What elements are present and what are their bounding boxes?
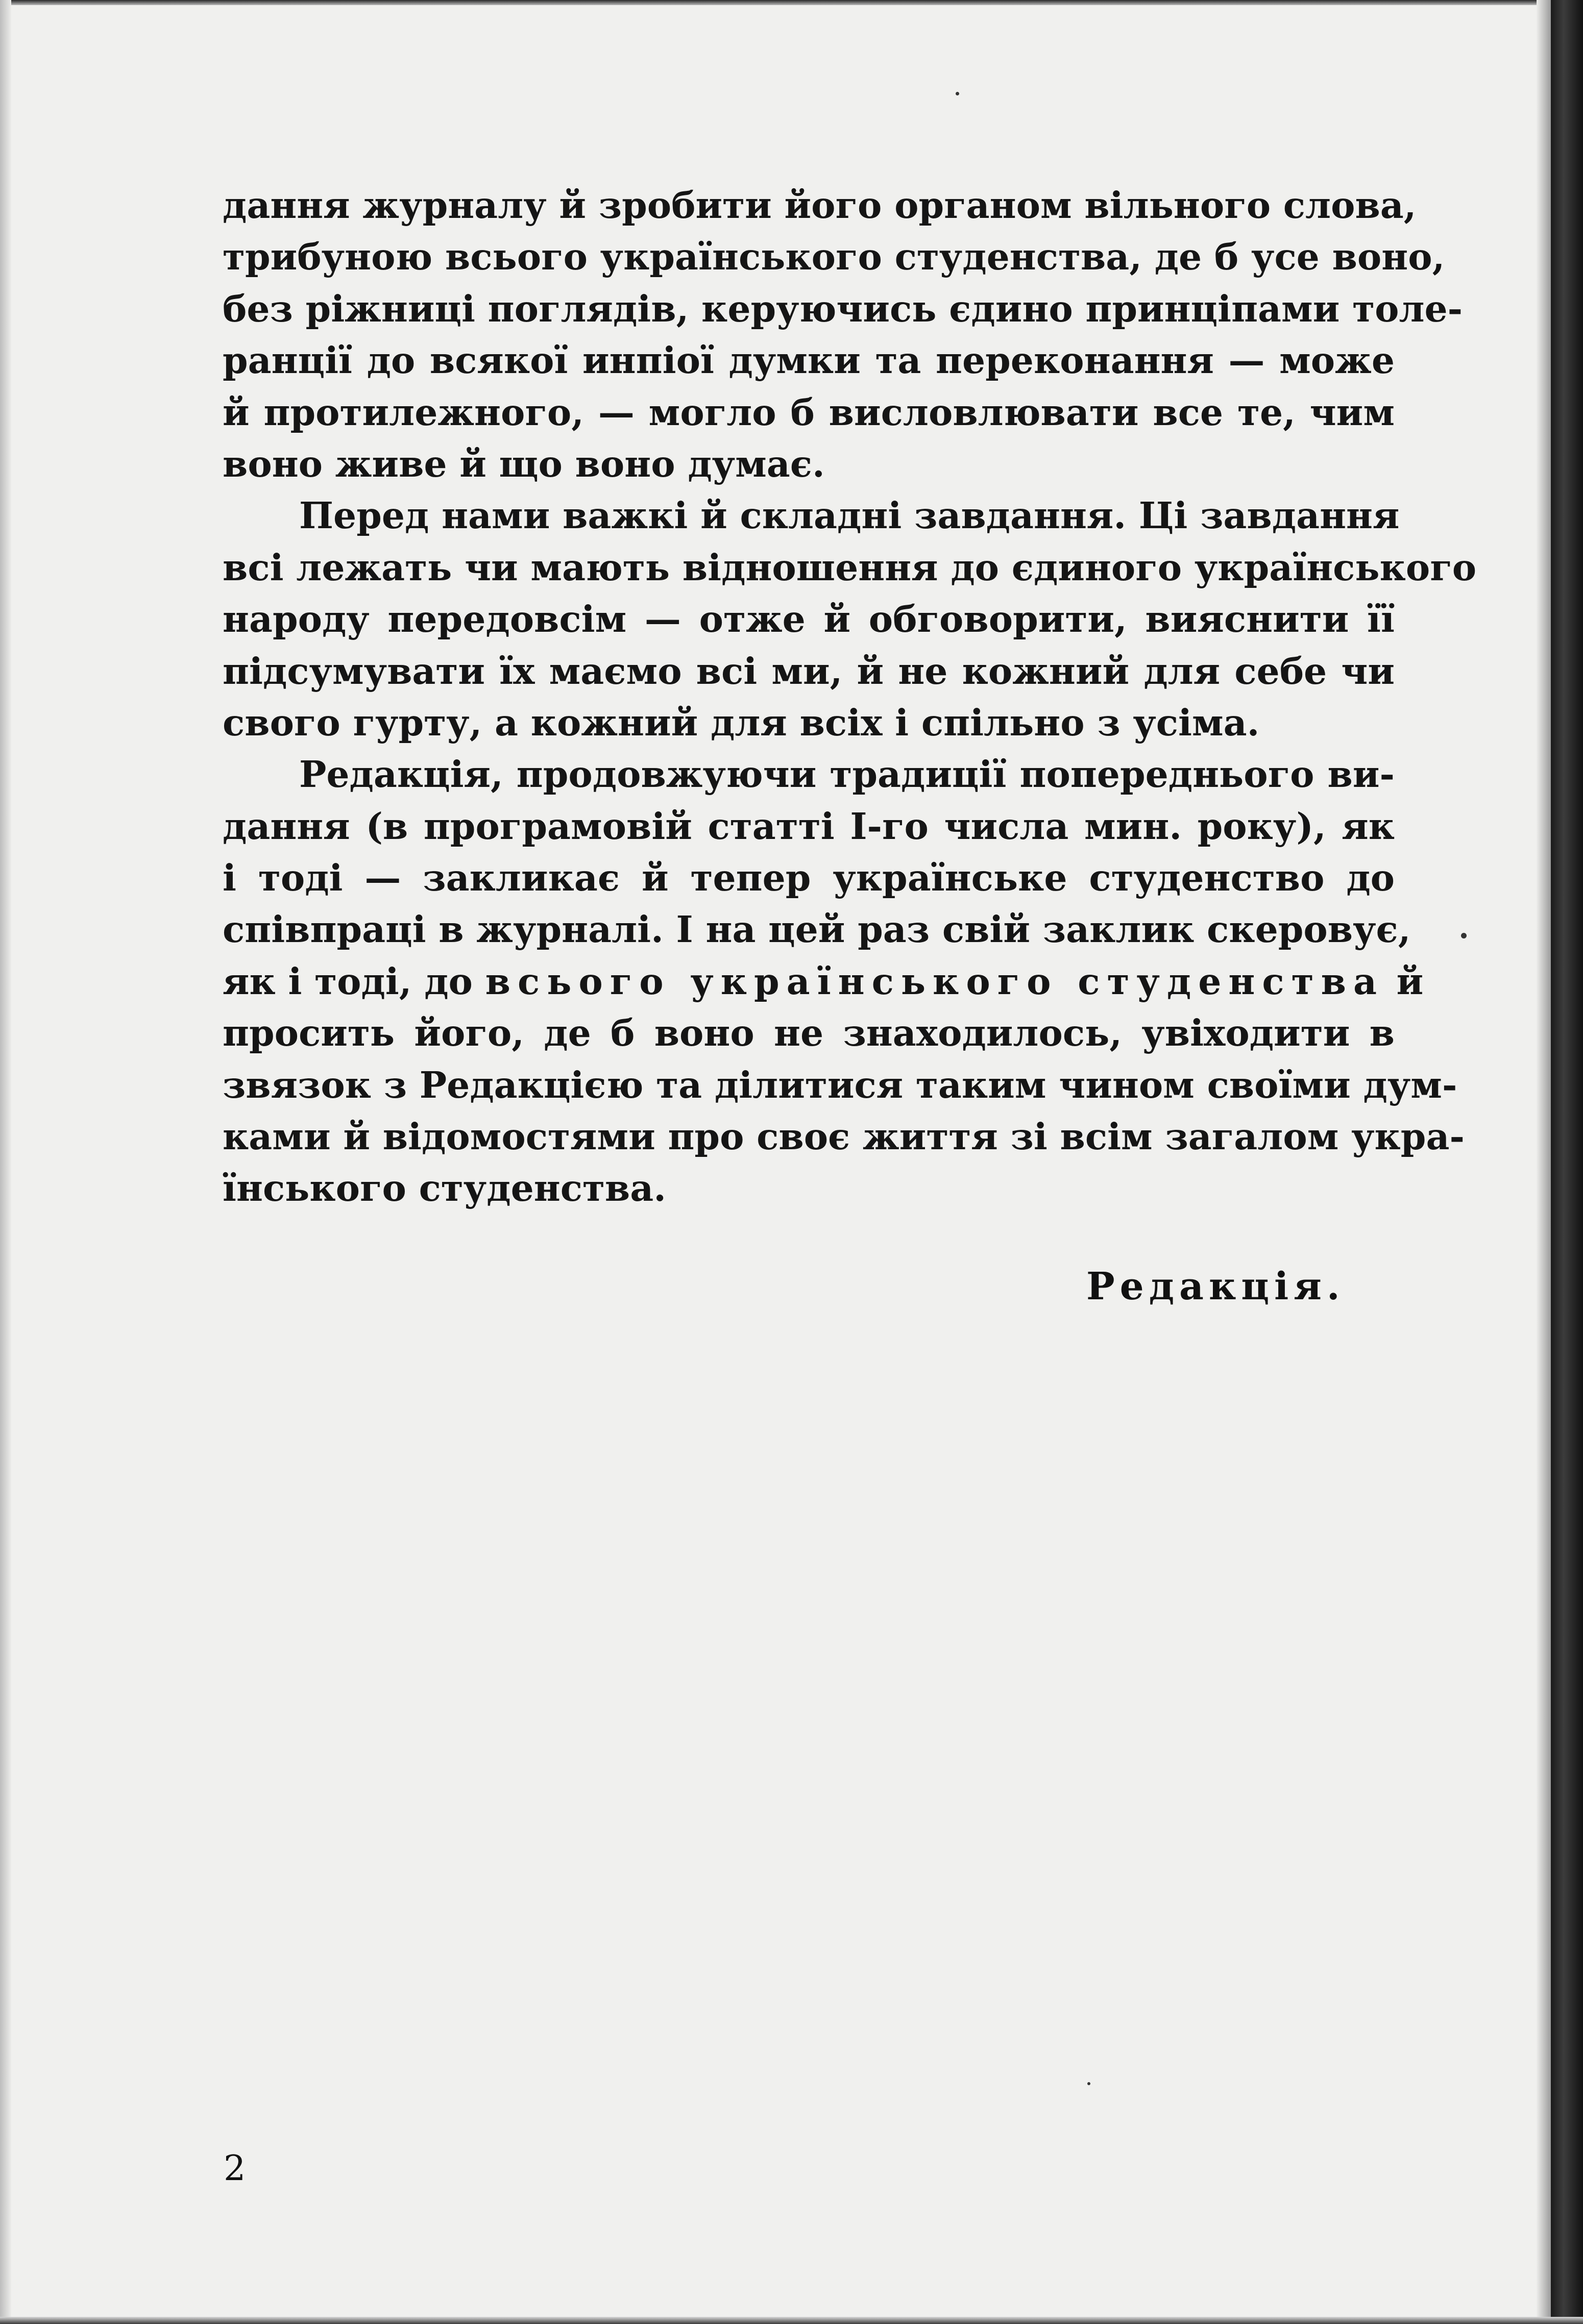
text-line: Редакція, продовжуючи традиції попереднього ви- <box>299 753 1395 796</box>
body-text <box>223 180 1477 1215</box>
paragraph-2 <box>223 490 1477 749</box>
text-line: просить його, де б воно не знаходилось, увіходити в <box>223 1011 1395 1055</box>
paragraph-3 <box>223 749 1465 1215</box>
text-line: без ріжниці поглядів, керуючись єдино принціпами толе- <box>223 287 1463 330</box>
text-line: ками й відомостями про своє життя зі всім загалом укра- <box>223 1115 1465 1158</box>
text-line: співпраці в журналі. І на цей раз свій заклик скеровує, <box>223 908 1411 951</box>
text-fragment: й <box>1383 959 1424 1003</box>
text-line: свого гурту, а кожний для всіх і спільно з усіма. <box>223 701 1260 744</box>
text-line: дання журналу й зробити його органом вільного слова, <box>223 184 1417 227</box>
scan-edge-top <box>0 0 1583 5</box>
text-line: дання (в програмовій статті I-го числа мин. року), як <box>223 804 1395 848</box>
text-line: звязок з Редакцією та ділитися таким чином своїми дум- <box>223 1063 1457 1106</box>
text-line: народу передовсім — отже й обговорити, вияснити її <box>223 598 1395 641</box>
text-line: і тоді — закликає й тепер українське студенство до <box>223 856 1395 900</box>
text-line: й протилежного, — могло б висловлювати все те, чим <box>223 390 1395 434</box>
text-line: підсумувати їх маємо всі ми, й не кожний для себе чи <box>223 649 1395 693</box>
dust-speck <box>1087 2082 1090 2085</box>
page-gutter-shadow <box>1537 0 1551 2324</box>
text-line: ранції до всякої инпіої думки та переконання — може <box>223 339 1395 382</box>
text-line: Перед нами важкі й складні завдання. Ці завдання <box>299 494 1400 537</box>
dust-speck <box>1461 933 1467 938</box>
book-spine-edge <box>1551 0 1583 2324</box>
signature: Редакція. <box>1086 1265 1345 1308</box>
spaced-emphasis: всього українського студенства <box>485 959 1384 1003</box>
scan-edge-bottom <box>0 2317 1583 2324</box>
text-fragment: як і тоді, до <box>223 959 485 1003</box>
dust-speck <box>956 92 959 95</box>
text-line: всі лежать чи мають відношення до єдиного українського <box>223 546 1477 589</box>
text-line: трибуною всього українського студенства, де б усе воно, <box>223 235 1445 279</box>
text-line: їнського студенства. <box>223 1167 666 1210</box>
text-line: воно живе й що воно думає. <box>223 442 825 485</box>
scan-edge-left <box>0 0 11 2324</box>
page-number: 2 <box>224 2148 246 2189</box>
paragraph-1 <box>223 180 1463 490</box>
text-line-spaced-emphasis <box>223 956 1424 1007</box>
